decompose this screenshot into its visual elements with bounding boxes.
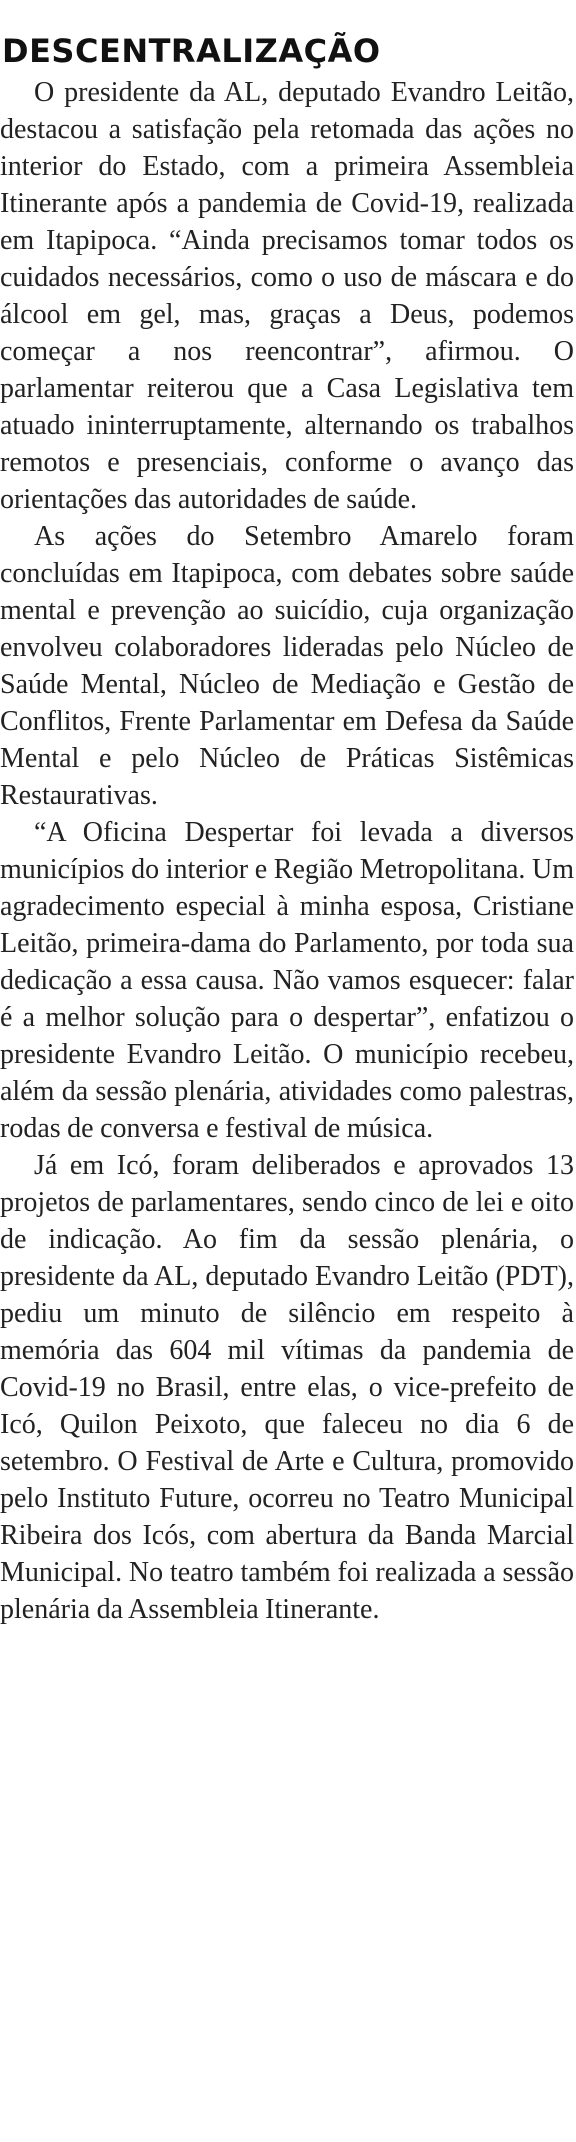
section-title: DESCENTRALIZAÇÃO — [2, 32, 381, 70]
article-paragraph-1: O presidente da AL, deputado Evandro Leitão, destacou a satisfação pela retomada das ações no interior do Estado, com a primeira Assembleia Itinerante após a pandemia de Covid-19, realizada em Itapipoca. “Ainda precisamos tomar todos os cuidados necessários, como o uso de máscara e do álcool em gel, mas, graças a Deus, podemos começar a nos reencontrar”, afirmou. O parlamentar reiterou que a Casa Legislativa tem atuado ininterruptamente, alternando os trabalhos remotos e presenciais, conforme o avanço das orientações das autoridades de saúde. — [0, 77, 574, 515]
article-paragraph-3: “A Oficina Despertar foi levada a diversos municípios do interior e Região Metropolitana. Um agradecimento especial à minha esposa, Cristiane Leitão, primeira-dama do Parlamento, por toda sua dedicação a essa causa. Não vamos esquecer: falar é a melhor solução para o despertar”, enfatizou o presidente Evandro Leitão. O município recebeu, além da sessão plenária, atividades como palestras, rodas de conversa e festival de música. — [0, 817, 574, 1144]
article-paragraph-2: As ações do Setembro Amarelo foram concluídas em Itapipoca, com debates sobre saúde mental e prevenção ao suicídio, cuja organização envolveu colaboradores lideradas pelo Núcleo de Saúde Mental, Núcleo de Mediação e Gestão de Conflitos, Frente Parlamentar em Defesa da Saúde Mental e pelo Núcleo de Práticas Sistêmicas Restaurativas. — [0, 521, 574, 811]
article-paragraph-4: Já em Icó, foram deliberados e aprovados 13 projetos de parlamentares, sendo cinco de lei e oito de indicação. Ao fim da sessão plenária, o presidente da AL, deputado Evandro Leitão (PDT), pediu um minuto de silêncio em respeito à memória das 604 mil vítimas da pandemia de Covid-19 no Brasil, entre elas, o vice-prefeito de Icó, Quilon Peixoto, que faleceu no dia 6 de setembro. O Festival de Arte e Cultura, promovido pelo Instituto Future, ocorreu no Teatro Municipal Ribeira dos Icós, com abertura da Banda Marcial Municipal. No teatro também foi realizada a sessão plenária da Assembleia Itinerante. — [0, 1150, 574, 1625]
